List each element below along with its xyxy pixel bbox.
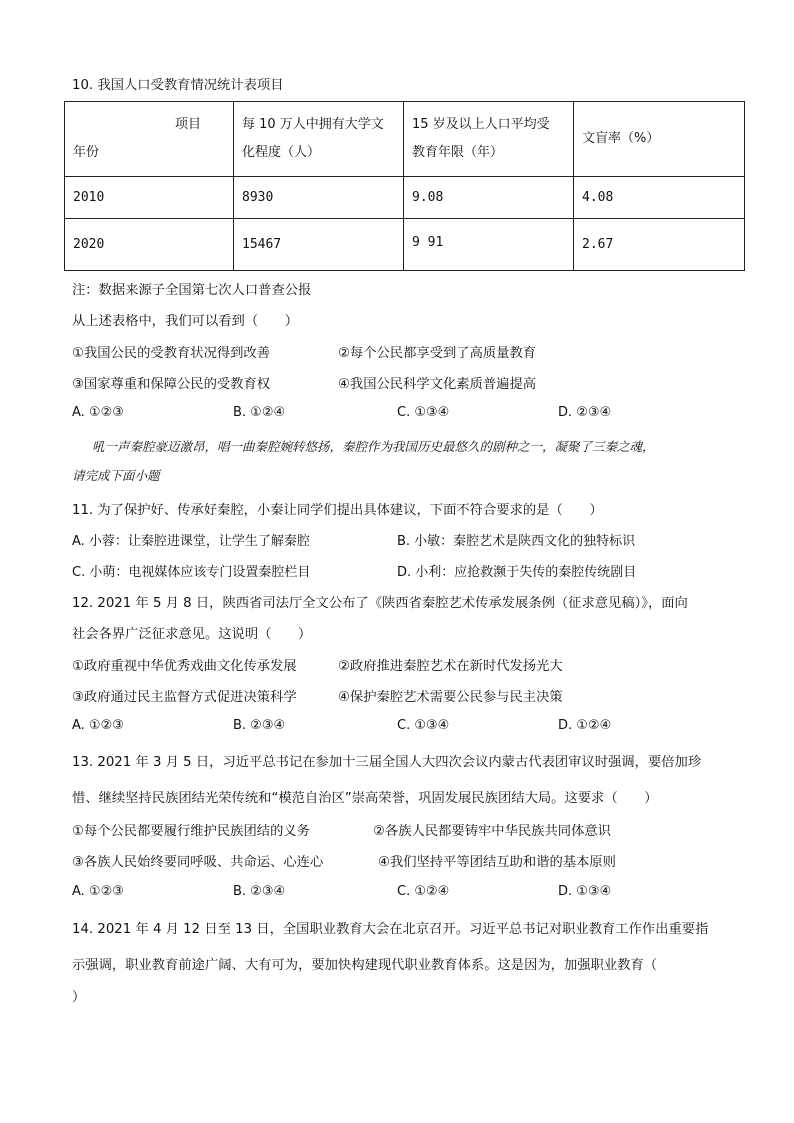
q10-option-d[interactable]: D. ②③④	[558, 405, 612, 420]
header-year-label: 年份	[73, 145, 100, 160]
q12-option-c[interactable]: C. ①③④	[397, 718, 450, 733]
q14-stem-line2: 示强调，职业教育前途广阔、大有可为，要加快构建现代职业教育体系。这是因为，加强职业教育（	[72, 958, 658, 973]
cell-illiteracy: 2.67	[574, 219, 745, 271]
header-years-line1: 15 岁及以上人口平均受	[412, 117, 550, 132]
q12-statement-1: ①政府重视中华优秀戏曲文化传承发展	[72, 659, 297, 674]
table-corner-cell	[65, 102, 234, 177]
cell-university: 8930	[234, 177, 404, 219]
q12-option-b[interactable]: B. ②③④	[233, 718, 286, 733]
q12-statement-4: ④保护秦腔艺术需要公民参与民主决策	[338, 690, 563, 705]
cell-illiteracy: 4.08	[574, 177, 745, 219]
header-university-line1: 每 10 万人中拥有大学文	[242, 117, 384, 132]
cell-years: 9 91	[404, 219, 574, 271]
table-header-row	[65, 102, 745, 177]
q13-option-d[interactable]: D. ①③④	[558, 884, 612, 899]
q10-option-a[interactable]: A. ①②③	[72, 405, 124, 420]
q12-option-a[interactable]: A. ①②③	[72, 718, 124, 733]
q13-statement-2: ②各族人民都要铸牢中华民族共同体意识	[373, 824, 611, 839]
q14-stem-line1: 14. 2021 年 4 月 12 日至 13 日，全国职业教育大会在北京召开。习近平总书记对职业教育工作作出重要指	[72, 922, 709, 937]
q10-statement-2: ②每个公民都享受到了高质量教育	[338, 346, 537, 361]
q10-option-b[interactable]: B. ①②④	[233, 405, 286, 420]
header-years-line2: 教育年限（年）	[412, 145, 504, 160]
q13-option-c[interactable]: C. ①②④	[397, 884, 450, 899]
table-row	[65, 177, 745, 219]
q13-statement-3: ③各族人民始终要同呼吸、共命运、心连心	[72, 855, 324, 870]
q10-stem: 从上述表格中，我们可以看到（ ）	[72, 314, 299, 329]
header-university-per-100k	[234, 102, 404, 177]
cell-year: 2020	[65, 219, 234, 271]
qinqiang-intro-line2: 请完成下面小题	[72, 468, 160, 483]
header-university-line2: 化程度（人）	[242, 145, 321, 160]
qinqiang-intro-line1: 吼一声秦腔豪迈激昂，唱一曲秦腔婉转悠扬，秦腔作为我国历史最悠久的剧种之一，凝聚了三秦之魂，	[92, 439, 655, 454]
q11-option-c[interactable]: C. 小萌：电视媒体应该专门设置秦腔栏目	[72, 565, 311, 580]
q12-stem-line2: 社会各界广泛征求意见。这说明（ ）	[72, 627, 312, 642]
q12-statement-3: ③政府通过民主监督方式促进决策科学	[72, 690, 297, 705]
q13-stem-line2: 惜、继续坚持民族团结光荣传统和“模范自治区”崇高荣誉，巩固发展民族团结大局。这要求（ ）	[72, 791, 658, 806]
cell-university: 15467	[234, 219, 404, 271]
q11-option-a[interactable]: A. 小蓉：让秦腔进课堂，让学生了解秦腔	[72, 534, 310, 549]
q13-stem-line1: 13. 2021 年 3 月 5 日，习近平总书记在参加十三届全国人大四次会议内蒙古代表团审议时强调，要倍加珍	[72, 755, 702, 770]
q12-statement-2: ②政府推进秦腔艺术在新时代发扬光大	[338, 659, 563, 674]
q13-option-b[interactable]: B. ②③④	[233, 884, 286, 899]
q13-statement-1: ①每个公民都要履行维护民族团结的义务	[72, 824, 310, 839]
q10-title: 10. 我国人口受教育情况统计表项目	[72, 78, 284, 93]
cell-years: 9.08	[404, 177, 574, 219]
q11-option-d[interactable]: D. 小利：应抢救濒于失传的秦腔传统剧目	[397, 565, 637, 580]
q12-option-d[interactable]: D. ①②④	[558, 718, 612, 733]
header-illiteracy-rate: 文盲率（%）	[574, 102, 745, 177]
q10-statement-4: ④我国公民科学文化素质普遍提高	[338, 377, 537, 392]
q11-stem: 11. 为了保护好、传承好秦腔，小秦让同学们提出具体建议，下面不符合要求的是（ ）	[72, 503, 603, 518]
table-row	[65, 219, 745, 271]
cell-year: 2010	[65, 177, 234, 219]
education-stats-table	[64, 101, 745, 271]
q14-stem-line3: ）	[72, 990, 86, 1005]
q12-stem-line1: 12. 2021 年 5 月 8 日，陕西省司法厅全文公布了《陕西省秦腔艺术传承发展条例（征求意见稿）》，面向	[72, 596, 688, 611]
q10-note: 注：数据来源子全国第七次人口普查公报	[72, 283, 312, 298]
q10-option-c[interactable]: C. ①③④	[397, 405, 450, 420]
q13-option-a[interactable]: A. ①②③	[72, 884, 124, 899]
q11-option-b[interactable]: B. 小敏：秦腔艺术是陕西文化的独特标识	[397, 534, 636, 549]
q10-statement-1: ①我国公民的受教育状况得到改善	[72, 346, 271, 361]
header-avg-education-years	[404, 102, 574, 177]
q13-statement-4: ④我们坚持平等团结互助和谐的基本原则	[378, 855, 616, 870]
header-item-label: 项目	[174, 117, 201, 132]
q10-statement-3: ③国家尊重和保障公民的受教育权	[72, 377, 271, 392]
